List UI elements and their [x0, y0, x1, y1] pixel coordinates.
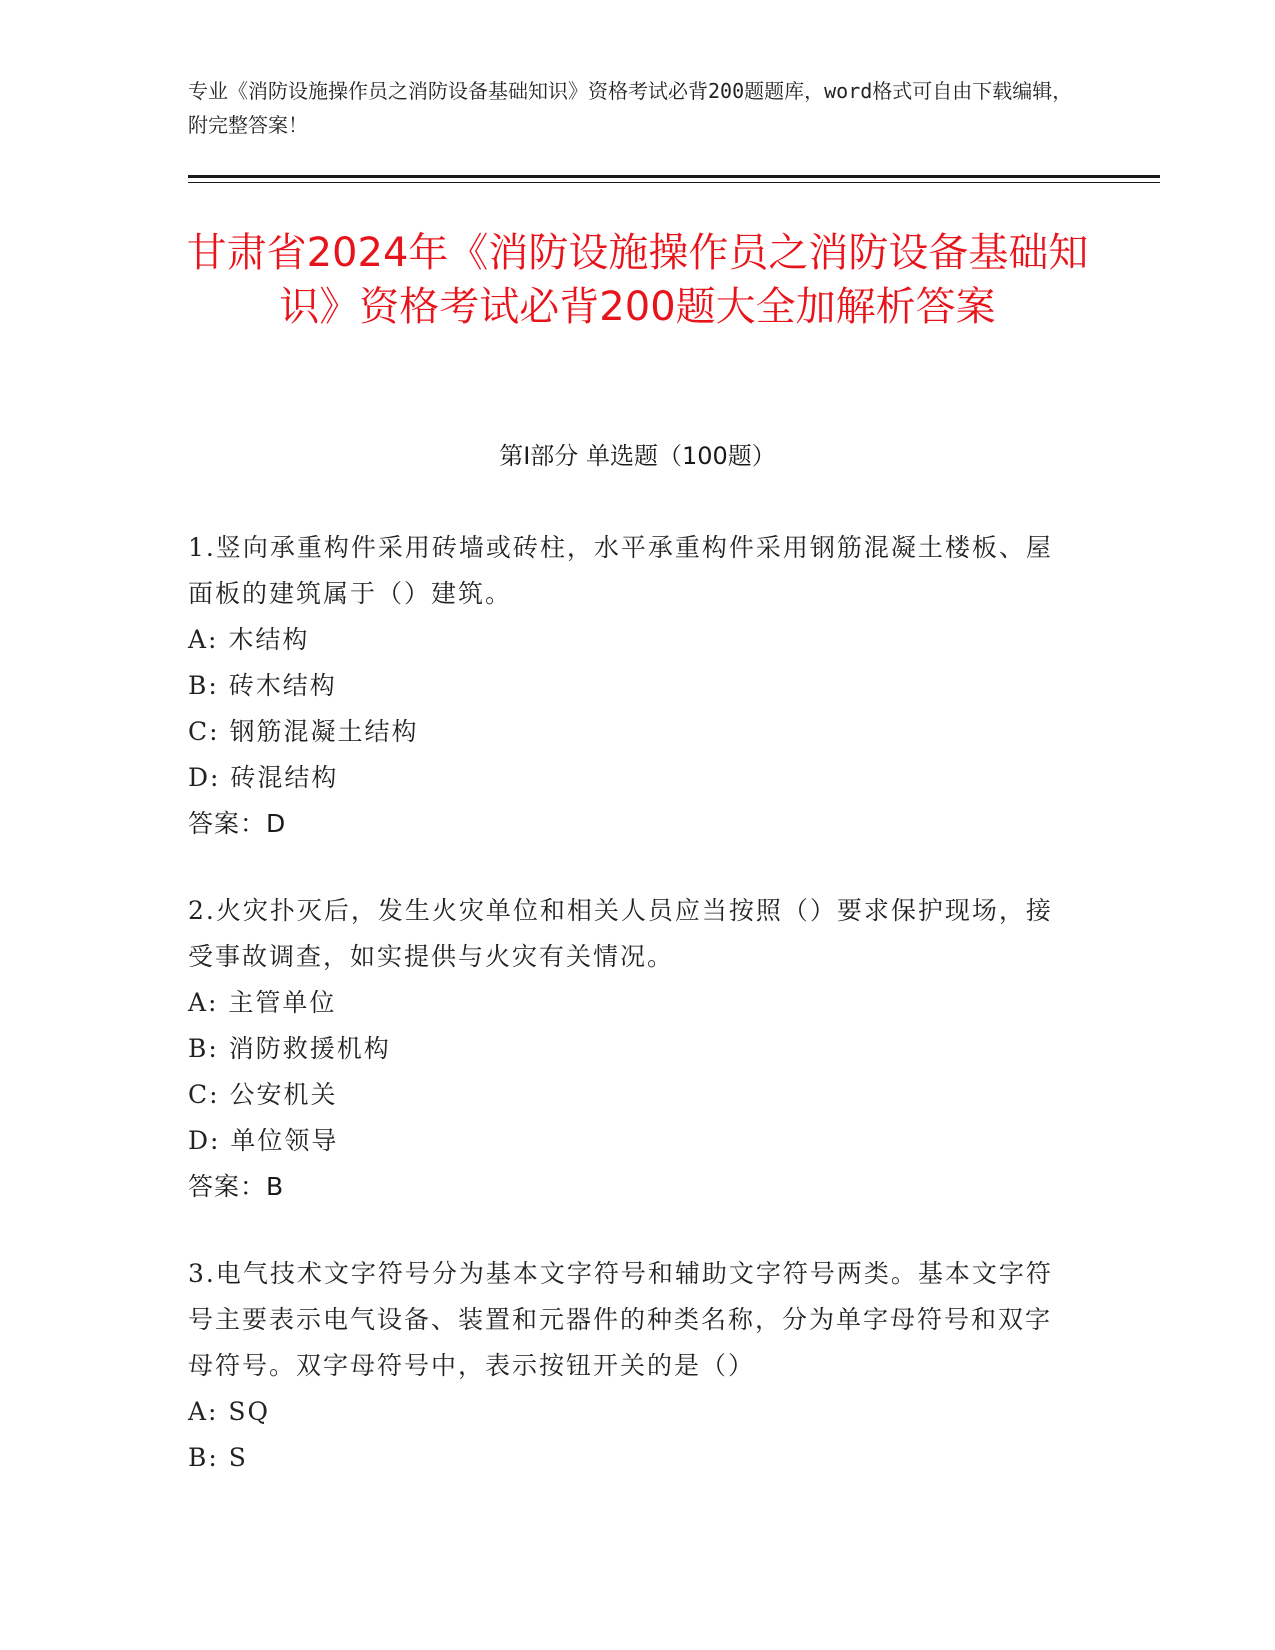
option-d: D: 砖混结构: [188, 763, 339, 792]
question-stem: 2.火灾扑灭后，发生火灾单位和相关人员应当按照（）要求保护现场，接受事故调查，如实提供与火灾有关情况。: [188, 896, 1053, 971]
option-a: A: 木结构: [188, 625, 310, 654]
option-b: B: 砖木结构: [188, 671, 337, 700]
question-3: [188, 1251, 1068, 1481]
header-divider-thin: [188, 182, 1160, 183]
header-divider-thick: [188, 175, 1160, 178]
question-stem: 1.竖向承重构件采用砖墙或砖柱，水平承重构件采用钢筋混凝土楼板、屋面板的建筑属于（）建筑。: [188, 533, 1053, 608]
question-stem: 3.电气技术文字符号分为基本文字符号和辅助文字符号两类。基本文字符号主要表示电气设备、装置和元器件的种类名称，分为单字母符号和双字母符号。双字母符号中，表示按钮开关的是（）: [188, 1259, 1053, 1380]
option-a: A: SQ: [188, 1397, 271, 1426]
answer: 答案：B: [188, 1172, 285, 1201]
option-c: C: 钢筋混凝土结构: [188, 717, 419, 746]
option-a: A: 主管单位: [188, 988, 337, 1017]
option-d: D: 单位领导: [188, 1126, 339, 1155]
section-title: 第I部分 单选题（100题）: [499, 442, 776, 470]
question-1: [188, 525, 1068, 847]
option-b: B: S: [188, 1443, 248, 1472]
option-b: B: 消防救援机构: [188, 1034, 391, 1063]
answer: 答案：D: [188, 809, 287, 838]
question-2: [188, 888, 1068, 1210]
header-note: 专业《消防设施操作员之消防设备基础知识》资格考试必背200题题库，word格式可自由下载编辑，附完整答案！: [188, 79, 1073, 137]
document-title: 甘肃省2024年《消防设施操作员之消防设备基础知识》资格考试必背200题大全加解析答案: [186, 230, 1089, 330]
option-c: C: 公安机关: [188, 1080, 338, 1109]
